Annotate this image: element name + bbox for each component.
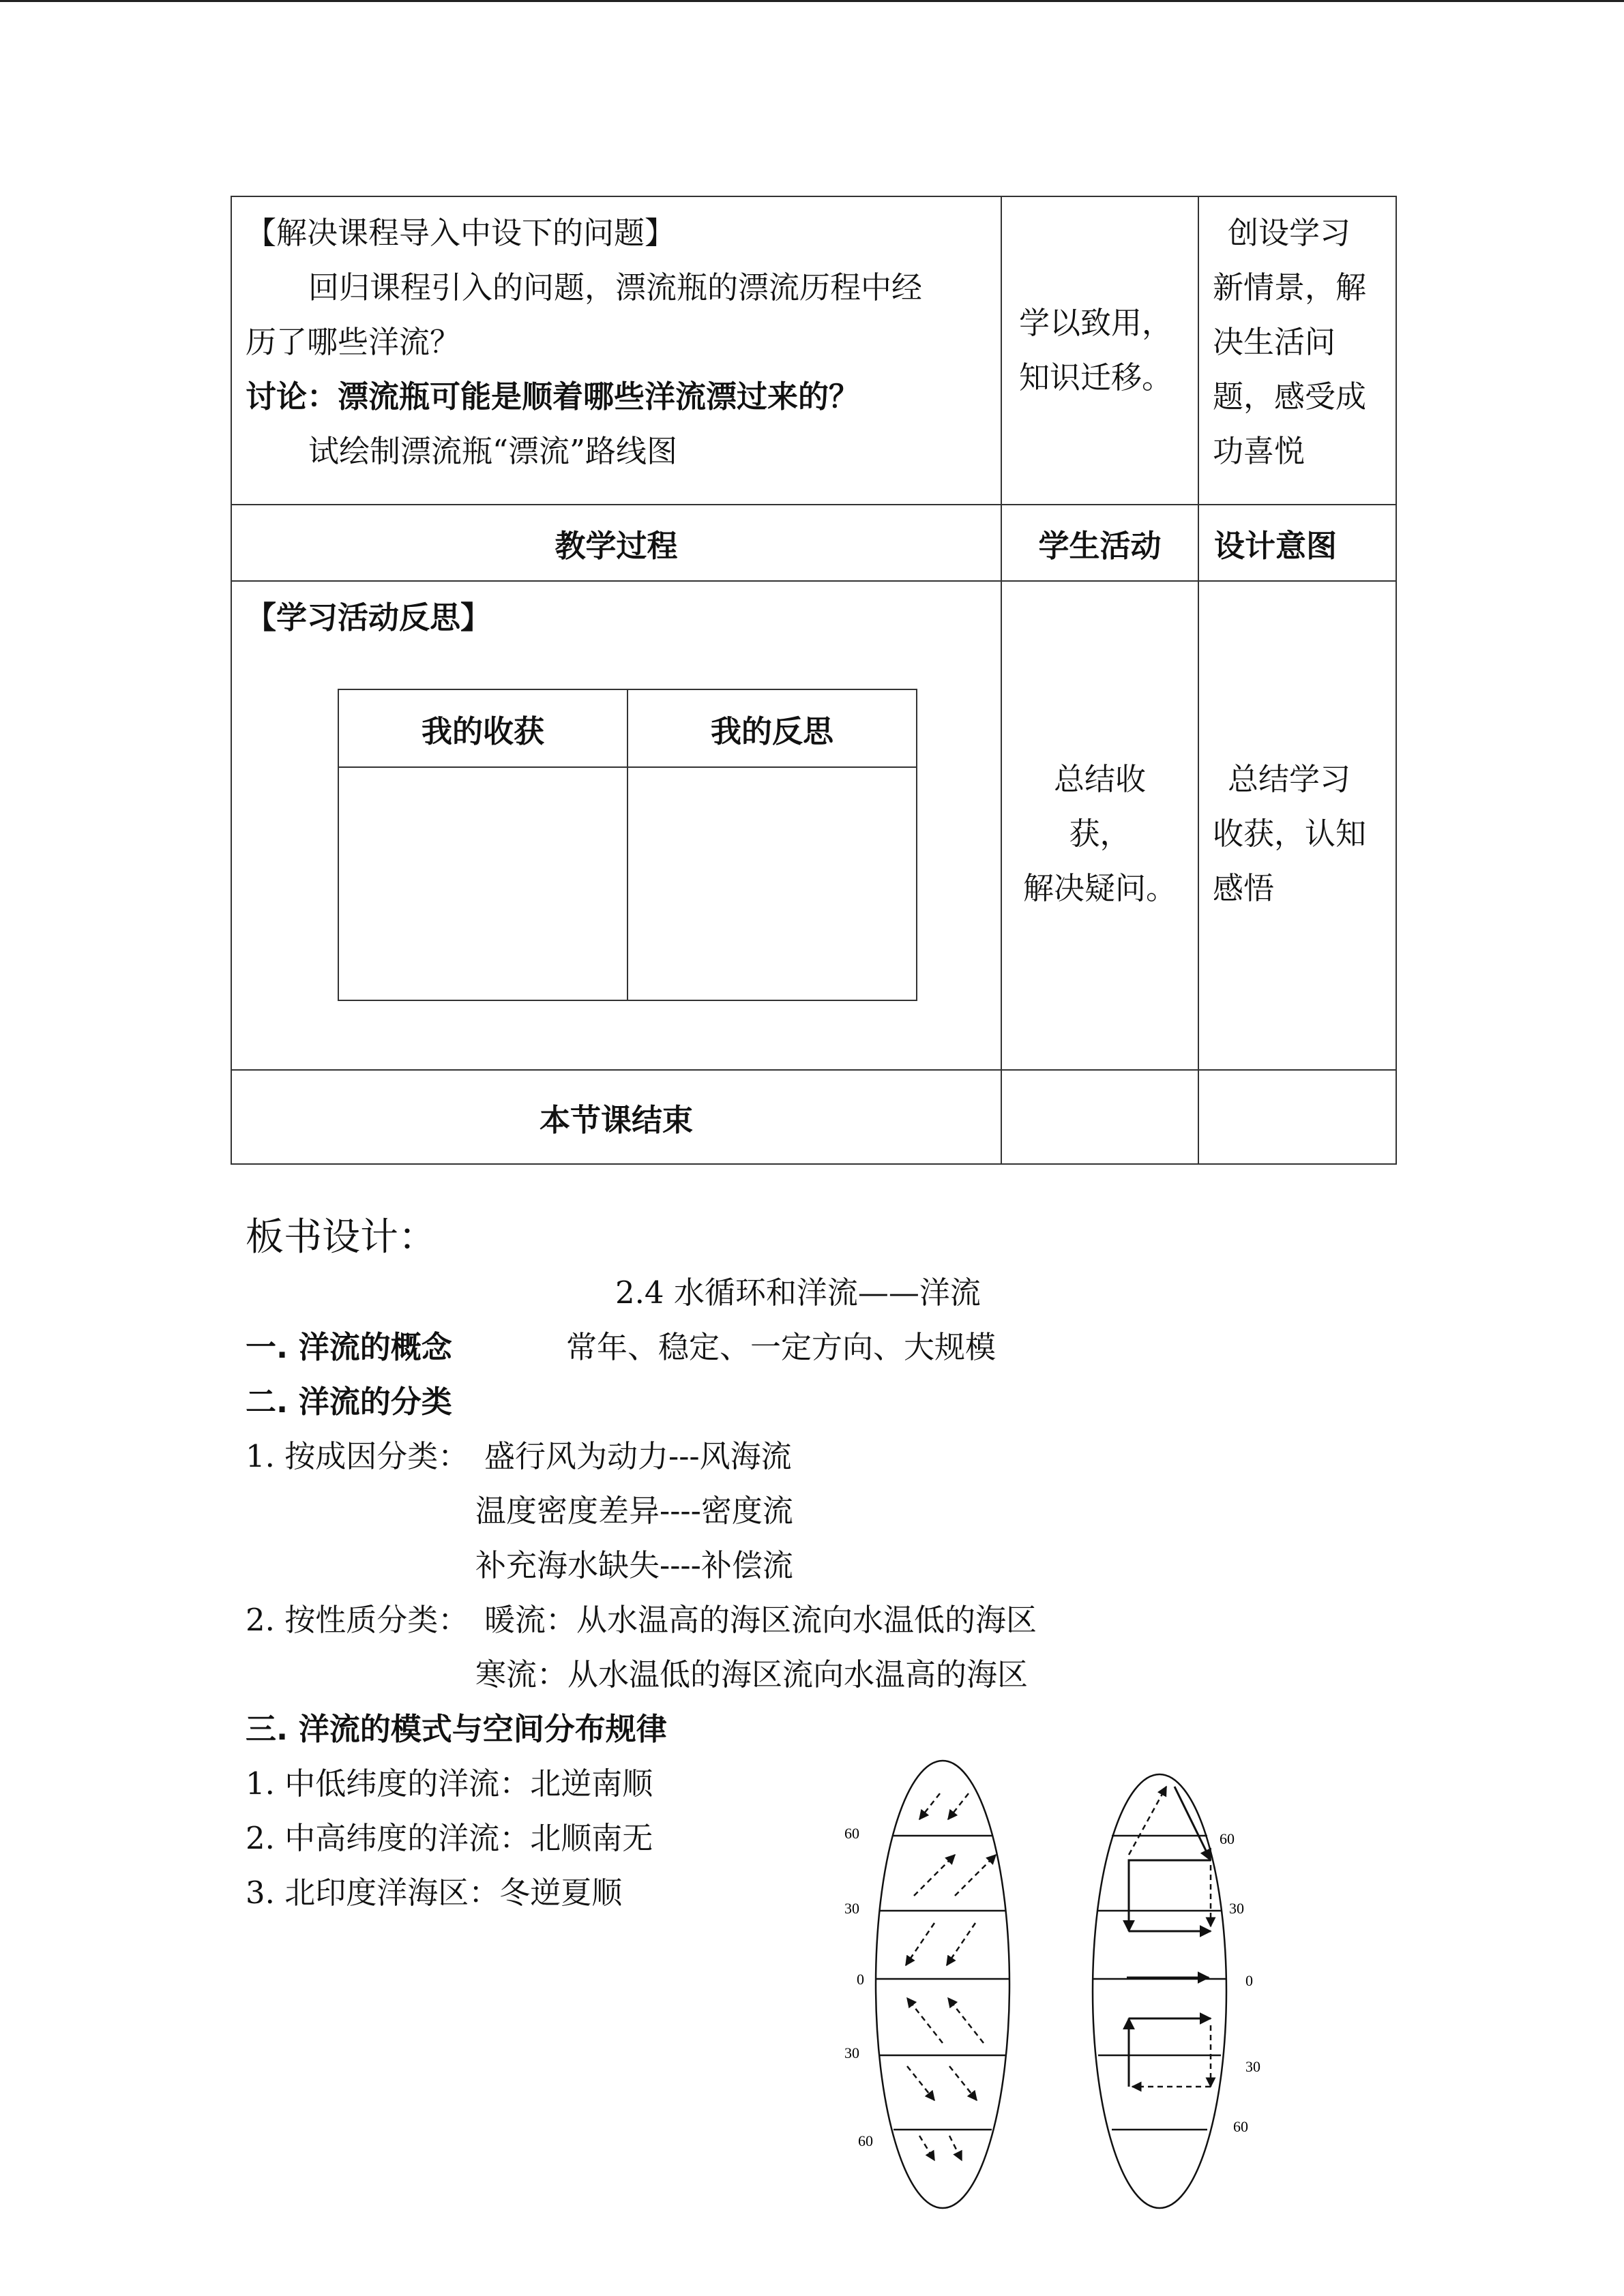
header-process: 教学过程 — [231, 505, 1001, 581]
empty-cell — [1198, 1070, 1396, 1164]
row1-intent-line: 功喜悦 — [1213, 433, 1305, 469]
row1-heading: 【解决课程导入中设下的问题】 — [246, 215, 676, 251]
section1-text: 常年、稳定、一定方向、大规模 — [566, 1329, 996, 1365]
lat-label: 30 — [1229, 1900, 1244, 1917]
row1-intent-line: 新情景，解 — [1213, 269, 1367, 305]
lesson-table — [231, 196, 1397, 1165]
right-arrows-dashed — [1129, 1787, 1211, 2087]
lat-label: 60 — [844, 1825, 859, 1842]
row1-intent-line: 创设学习 — [1228, 215, 1351, 251]
row3-intent-line: 感悟 — [1213, 870, 1275, 906]
reflect-blank — [628, 767, 917, 1000]
nature-item: 暖流：从水温高的海区流向水温低的海区 — [484, 1602, 1037, 1638]
row3-activity-line: 总结收 — [1053, 761, 1146, 797]
top-border-line — [0, 0, 1624, 2]
activity-cell — [1001, 581, 1198, 1070]
table-header-row — [231, 505, 1396, 581]
cause-label: 1. 按成因分类： — [246, 1438, 469, 1474]
row1-intent-line: 题，感受成 — [1213, 378, 1367, 415]
nature-label: 2. 按性质分类： — [246, 1602, 469, 1638]
table-row — [231, 1070, 1396, 1164]
table-row — [231, 196, 1396, 505]
intent-cell — [1198, 196, 1396, 505]
row1-line1: 回归课程引入的问题，漂流瓶的漂流历程中经 — [308, 269, 923, 305]
section2-label: 二. 洋流的分类 — [246, 1384, 452, 1420]
row3-activity-line: 解决疑问。 — [1022, 870, 1177, 906]
left-arrows — [906, 1793, 996, 2160]
rule-item: 3. 北印度洋海区：冬逆夏顺 — [246, 1875, 623, 1911]
lat-label: 60 — [858, 2132, 873, 2149]
reflection-table — [338, 689, 917, 1001]
reflect-header: 我的反思 — [628, 689, 917, 767]
lesson-end: 本节课结束 — [231, 1070, 1001, 1164]
lat-label: 0 — [857, 1971, 864, 1988]
table-row — [231, 581, 1396, 1070]
header-activity: 学生活动 — [1001, 505, 1198, 581]
rule-item: 1. 中低纬度的洋流：北逆南顺 — [246, 1765, 653, 1802]
intent-cell — [1198, 581, 1396, 1070]
gain-blank — [338, 767, 628, 1000]
row1-activity-line: 学以致用， — [1019, 305, 1173, 341]
lat-label: 60 — [1233, 2118, 1248, 2135]
right-globe — [1093, 1774, 1226, 2208]
lat-label: 60 — [1220, 1830, 1235, 1847]
process-cell — [231, 196, 1001, 505]
row1-discussion: 讨论：漂流瓶可能是顺着哪些洋流漂过来的？ — [246, 378, 860, 415]
row1-task: 试绘制漂流瓶“漂流”路线图 — [308, 433, 678, 469]
row3-intent-line: 总结学习 — [1228, 761, 1351, 797]
empty-cell — [1001, 1070, 1198, 1164]
right-arrows-solid — [1127, 1787, 1211, 2087]
left-globe — [876, 1761, 1009, 2208]
row1-activity-line: 知识迁移。 — [1019, 359, 1173, 396]
gain-header: 我的收获 — [338, 689, 628, 767]
process-cell — [231, 581, 1001, 1070]
row3-intent-line: 收获，认知 — [1213, 816, 1367, 852]
section1-label: 一. 洋流的概念 — [246, 1329, 452, 1365]
row1-intent-line: 决生活问 — [1213, 324, 1336, 360]
cause-item: 补充海水缺失----补偿流 — [475, 1547, 793, 1583]
ocean-current-diagram — [832, 1759, 1260, 2203]
board-title: 板书设计： — [246, 1215, 437, 1259]
header-intent: 设计意图 — [1198, 505, 1396, 581]
rule-item: 2. 中高纬度的洋流：北顺南无 — [246, 1820, 653, 1856]
lat-label: 30 — [1245, 2058, 1260, 2075]
nature-item: 寒流：从水温低的海区流向水温高的海区 — [475, 1656, 1029, 1693]
row1-line2: 历了哪些洋流？ — [246, 324, 461, 360]
row3-activity-line: 获， — [1069, 816, 1131, 852]
activity-cell — [1001, 196, 1198, 505]
lat-label: 30 — [844, 2044, 859, 2061]
cause-item: 盛行风为动力---风海流 — [484, 1438, 792, 1474]
left-lat-labels — [844, 1825, 873, 2149]
section3-label: 三. 洋流的模式与空间分布规律 — [246, 1711, 667, 1747]
lat-label: 0 — [1245, 1972, 1253, 1989]
board-subtitle: 2.4 水循环和洋流——洋流 — [615, 1274, 981, 1311]
cause-item: 温度密度差异----密度流 — [475, 1493, 793, 1529]
row3-heading: 【学习活动反思】 — [246, 599, 492, 636]
lat-label: 30 — [844, 1900, 859, 1917]
